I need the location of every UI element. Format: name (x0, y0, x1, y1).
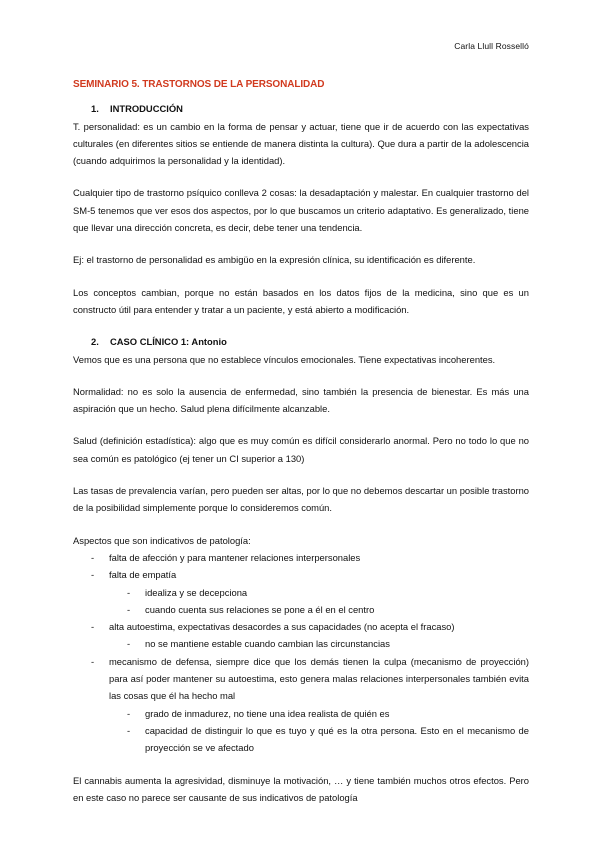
sub-list (109, 584, 529, 619)
section-heading-caso-clinico (73, 333, 529, 350)
bullet-dash: - (91, 551, 95, 563)
list-item-text: falta de empatía (109, 569, 177, 581)
paragraph: Salud (definición estadística): algo que es muy común es difícil considerarlo anormal. Pero no todo lo que no sea común es patológico (ej tener un CI superior a 130) (73, 435, 529, 464)
sub-list (109, 705, 529, 757)
bullet-dash: - (127, 707, 131, 719)
paragraph: Los conceptos cambian, porque no están basados en los datos fijos de la medicina, sino que es un constructo útil para entender y tratar a un paciente, y está abierto a modificación. (73, 286, 529, 315)
sub-list-item-text: no se mantiene estable cuando cambian las circunstancias (145, 638, 390, 650)
section-heading-introduccion (73, 100, 529, 117)
list-item-text: falta de afección y para mantener relaciones interpersonales (109, 551, 361, 563)
paragraph: Las tasas de prevalencia varían, pero pueden ser altas, por lo que no debemos descartar un posible trastorno de la posibilidad simplemente porque lo consideremos común. (73, 485, 530, 514)
sub-list-item (73, 584, 529, 601)
sub-list-item (73, 635, 529, 652)
sub-list-item-text: grado de inmadurez, no tiene una idea realista de quién es (145, 707, 390, 719)
section-title: CASO CLÍNICO 1: Antonio (110, 336, 227, 348)
section-number: 2. (91, 336, 99, 348)
paragraph: Vemos que es una persona que no establece vínculos emocionales. Tiene expectativas incoherentes. (73, 353, 496, 365)
paragraph: El cannabis aumenta la agresividad, disminuye la motivación, … y tiene también muchos otros efectos. Pero en este caso no parece ser causante de sus indicativos de patología (73, 774, 529, 803)
sub-list (109, 635, 529, 652)
paragraph: Normalidad: no es solo la ausencia de enfermedad, sino también la presencia de bienestar. Es más una aspiración que un hecho. Salud plena difícilmente alcanzable. (73, 385, 529, 415)
bullet-dash: - (127, 603, 131, 615)
sub-list-item (73, 601, 529, 618)
sub-list-item-text: cuando cuenta sus relaciones se pone a él en el centro (145, 603, 375, 615)
bullet-dash: - (127, 638, 131, 650)
bullet-dash: - (91, 655, 95, 667)
document-title: SEMINARIO 5. TRASTORNOS DE LA PERSONALIDAD (73, 79, 325, 90)
list-item (73, 653, 529, 757)
list-item (73, 618, 529, 653)
sub-list-item-text: capacidad de distinguir lo que es tuyo y qué es la otra persona. Esto en el mecanismo de proyección se ve afectado (145, 724, 529, 754)
paragraph: T. personalidad: es un cambio en la forma de pensar y actuar, tiene que ir de acuerdo con las expectativas culturales (en diferentes sitios se entiende de manera distinta la cultura). Que dura a partir de la adolescencia (cuando adquirimos la personalidad y la identidad). (73, 120, 529, 167)
section-number: 1. (91, 103, 99, 115)
section-title: INTRODUCCIÓN (110, 103, 183, 115)
document-body (73, 76, 529, 806)
list-item-text: alta autoestima, expectativas desacordes a sus capacidades (no acepta el fracaso) (109, 621, 455, 633)
bullet-dash: - (91, 569, 95, 581)
list-item (73, 566, 529, 618)
bullet-dash: - (91, 621, 95, 633)
list-intro: Aspectos que son indicativos de patología: (73, 534, 251, 546)
header-author: Carla Llull Rosselló (454, 41, 529, 51)
sub-list-item (73, 705, 529, 722)
bullet-dash: - (127, 586, 131, 598)
paragraph: Ej: el trastorno de personalidad es ambigüo en la expresión clínica, su identificación es diferente. (73, 254, 476, 266)
list-item (73, 549, 529, 566)
list-item-text: mecanismo de defensa, siempre dice que los demás tienen la culpa (mecanismo de proyección) para así poder mantener su autoestima, esto genera malas relaciones interpersonales también evita las cosas que él ha hecho mal (109, 655, 529, 702)
paragraph: Cualquier tipo de trastorno psíquico conlleva 2 cosas: la desadaptación y malestar. En cualquier trastorno del SM-5 tenemos que ver esos dos aspectos, por lo que buscamos un criterio adaptativo. Es generalizado, tiene que llevar una dirección concreta, es decir, debe tener una tendencia. (73, 187, 529, 234)
sub-list-item-text: idealiza y se decepciona (145, 586, 248, 598)
pathology-indicators-list (73, 549, 529, 757)
bullet-dash: - (127, 724, 131, 736)
sub-list-item (73, 722, 529, 757)
